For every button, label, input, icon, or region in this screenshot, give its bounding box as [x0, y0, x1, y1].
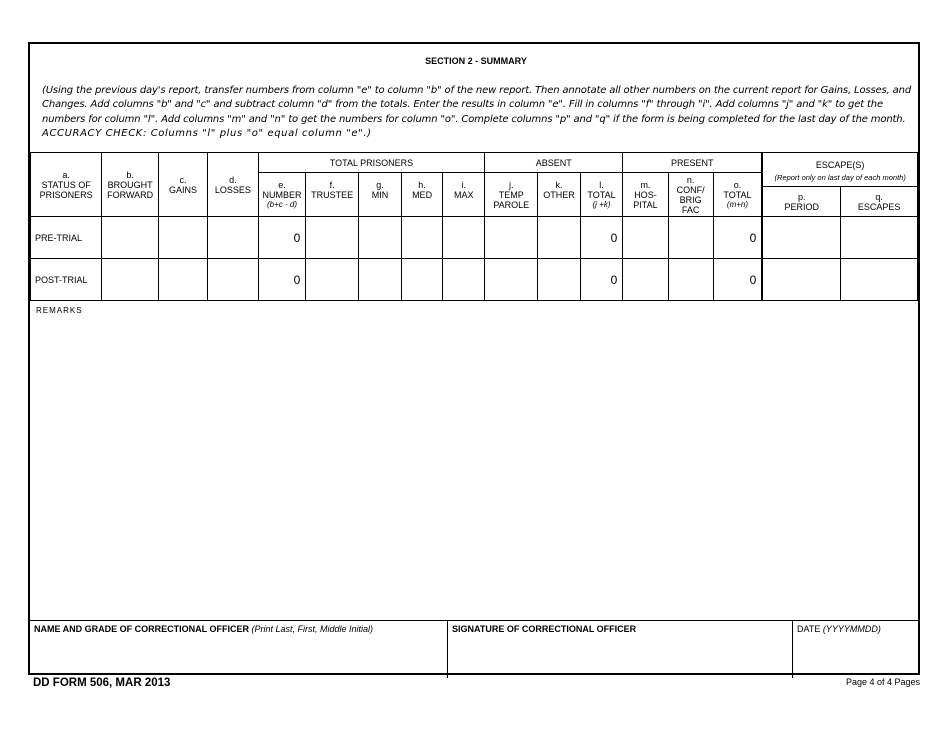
- cell-g[interactable]: [358, 259, 401, 301]
- cell-b[interactable]: [102, 217, 159, 259]
- group-total-prisoners: TOTAL PRISONERS: [258, 153, 485, 173]
- date-field[interactable]: [793, 621, 918, 678]
- instructions-check: ACCURACY CHECK: Columns "l" plus "o" equal column "e".): [42, 127, 372, 139]
- cell-e[interactable]: 0: [258, 259, 306, 301]
- col-n-header: n. CONF/ BRIG FAC: [668, 173, 713, 217]
- officer-signature-row: [30, 620, 918, 674]
- col-c-header: c. GAINS: [158, 153, 207, 217]
- col-a-header: a. STATUS OF PRISONERS: [31, 153, 102, 217]
- officer-name-label: NAME AND GRADE OF CORRECTIONAL OFFICER: [34, 624, 249, 634]
- section-title: SECTION 2 - SUMMARY: [425, 56, 527, 66]
- col-j-header: j. TEMP PAROLE: [485, 173, 538, 217]
- table-row: [31, 259, 918, 301]
- cell-b[interactable]: [102, 259, 159, 301]
- cell-q[interactable]: [841, 217, 918, 259]
- cell-e[interactable]: 0: [258, 217, 306, 259]
- cell-d[interactable]: [208, 259, 258, 301]
- cell-g[interactable]: [358, 217, 401, 259]
- cell-c[interactable]: [158, 259, 207, 301]
- col-q-header: q. ESCAPES: [841, 187, 918, 217]
- cell-f[interactable]: [306, 259, 359, 301]
- cell-o[interactable]: 0: [713, 217, 762, 259]
- col-l-header: l. TOTAL (j +k): [580, 173, 622, 217]
- cell-k[interactable]: [538, 217, 581, 259]
- col-o-header: o. TOTAL (m+n): [713, 173, 762, 217]
- cell-p[interactable]: [762, 259, 840, 301]
- summary-table: [30, 152, 918, 301]
- cell-l[interactable]: 0: [580, 217, 622, 259]
- officer-signature-field[interactable]: [448, 621, 793, 678]
- cell-q[interactable]: [841, 259, 918, 301]
- col-b-header: b. BROUGHT FORWARD: [102, 153, 159, 217]
- col-f-header: f. TRUSTEE: [306, 173, 359, 217]
- cell-j[interactable]: [485, 259, 538, 301]
- group-absent: ABSENT: [485, 153, 623, 173]
- cell-l[interactable]: 0: [580, 259, 622, 301]
- date-label: DATE: [797, 624, 821, 634]
- col-k-header: k. OTHER: [538, 173, 581, 217]
- cell-c[interactable]: [158, 217, 207, 259]
- cell-k[interactable]: [538, 259, 581, 301]
- cell-m[interactable]: [623, 217, 668, 259]
- row-status: PRE-TRIAL: [31, 217, 102, 259]
- col-d-header: d. LOSSES: [208, 153, 258, 217]
- row-status: POST-TRIAL: [31, 259, 102, 301]
- cell-n[interactable]: [668, 259, 713, 301]
- col-i-header: i. MAX: [443, 173, 485, 217]
- cell-m[interactable]: [623, 259, 668, 301]
- cell-i[interactable]: [443, 259, 485, 301]
- cell-h[interactable]: [401, 217, 442, 259]
- instructions-main: (Using the previous day's report, transfer numbers from column "e" to column "b" of the new report. Then annotate all other numbers on the current report for Gains, Losses, and Changes. Add columns "b" and "c" and subtract column "d" from the totals. Enter the results in column "e". Fill in columns "f" through "i". Add columns "j" and "k" to get the numbers for column "l". Add columns "m" and "n" to get the numbers for column "o". Complete columns "p" and "q" if the form is being completed for the last day of the month.: [42, 85, 912, 125]
- col-e-header: e. NUMBER (b+c - d): [258, 173, 306, 217]
- cell-n[interactable]: [668, 217, 713, 259]
- page-number: Page 4 of 4 Pages: [845, 677, 920, 687]
- cell-h[interactable]: [401, 259, 442, 301]
- date-hint: (YYYYMMDD): [822, 624, 881, 634]
- form-section-2: [28, 42, 920, 675]
- cell-f[interactable]: [306, 217, 359, 259]
- cell-i[interactable]: [443, 217, 485, 259]
- table-row: [31, 217, 918, 259]
- cell-j[interactable]: [485, 217, 538, 259]
- remarks-label: REMARKS: [36, 306, 83, 315]
- col-m-header: m. HOS-PITAL: [623, 173, 668, 217]
- officer-signature-label: SIGNATURE OF CORRECTIONAL OFFICER: [452, 624, 637, 634]
- col-h-header: h. MED: [401, 173, 442, 217]
- officer-name-hint: (Print Last, First, Middle Initial): [251, 624, 374, 634]
- instructions: [42, 84, 912, 141]
- cell-o[interactable]: 0: [713, 259, 762, 301]
- col-p-header: p. PERIOD: [762, 187, 840, 217]
- cell-p[interactable]: [762, 217, 840, 259]
- cell-d[interactable]: [208, 217, 258, 259]
- group-present: PRESENT: [623, 153, 763, 173]
- remarks-field[interactable]: [30, 316, 918, 618]
- form-id: DD FORM 506, MAR 2013: [33, 677, 171, 689]
- col-g-header: g. MIN: [358, 173, 401, 217]
- group-escapes: ESCAPE(S) (Report only on last day of each month): [762, 153, 917, 187]
- officer-name-field[interactable]: [30, 621, 448, 678]
